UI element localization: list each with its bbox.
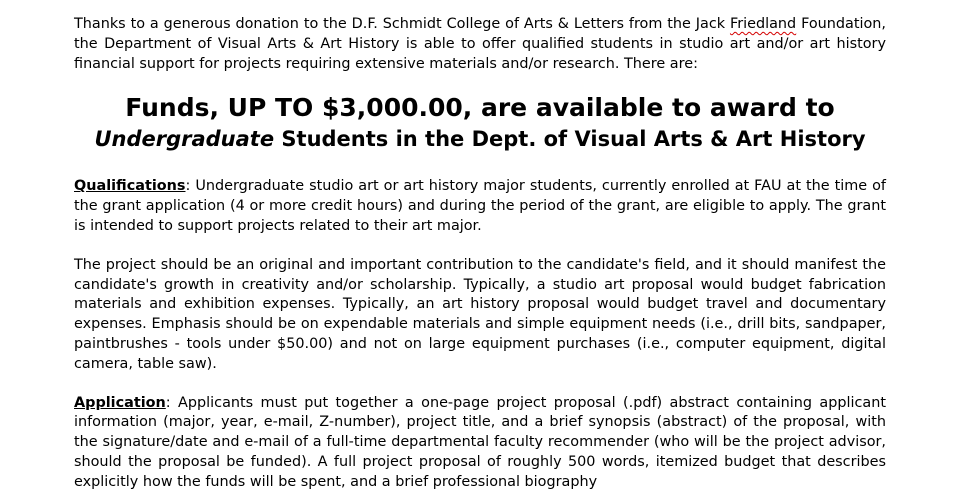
project-text: The project should be an original and important contribution to the candidate's field, and it should manifest the candidate's growth in creativity and/or scholarship. Typically, a studio art proposal would budget fabrication materials and exhibition expenses. Typically, an art history proposal would budget travel and documentary expenses. Emphasis should be on expendable materials and simple equipment needs (i.e., drill bits, sandpaper, paintbrushes - tools under $50.00) and not on large equipment purchases (i.e., computer equipment, digital camera, table saw). xyxy=(74,256,886,372)
application-text: : Applicants must put together a one-page project proposal (.pdf) abstract containing applicant information (major, year, e-mail, Z-number), project title, and a brief synopsis (abstract) of the proposal, with the signature/date and e-mail of a full-time departmental faculty recommender (who will be the project advisor, should the proposal be funded). A full project proposal of roughly 500 words, itemized budget that describes explicitly how the funds will be spent, and a brief professional biography xyxy=(74,394,886,490)
intro-paragraph xyxy=(74,15,886,74)
document-page xyxy=(74,15,886,493)
funds-heading-line2 xyxy=(74,124,886,154)
qualifications-paragraph xyxy=(74,177,886,236)
application-paragraph xyxy=(74,394,886,493)
qualifications-label: Qualifications xyxy=(74,178,186,195)
application-label: Application xyxy=(74,394,166,411)
qualifications-text: : Undergraduate studio art or art history major students, currently enrolled at FAU at the time of the grant application (4 or more credit hours) and during the period of the grant, are eligible to apply. The grant is intended to support projects related to their art major. xyxy=(74,178,886,234)
funds-heading-line1: Funds, UP TO $3,000.00, are available to award to xyxy=(125,93,835,123)
project-paragraph xyxy=(74,256,886,375)
misspelled-word[interactable]: Friedland xyxy=(729,16,797,32)
funds-heading xyxy=(74,92,886,154)
intro-text-part2: Foundation, the Department of Visual Arts & Art History is able to offer qualified students in studio art and/or art history financial support for projects requiring extensive materials and/or research. There are: xyxy=(74,16,886,72)
heading-line2-rest: Students in the Dept. of Visual Arts & Art History xyxy=(274,127,866,152)
heading-italic-word: Undergraduate xyxy=(94,127,275,152)
intro-text-part1: Thanks to a generous donation to the D.F. Schmidt College of Arts & Letters from the Jack xyxy=(74,16,730,32)
